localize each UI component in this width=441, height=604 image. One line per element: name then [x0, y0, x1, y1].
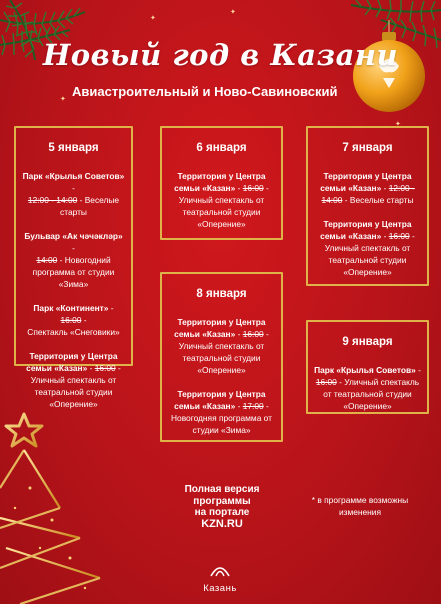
schedule-card-jan-8: [160, 272, 283, 442]
schedule-card-jan-7: [306, 126, 429, 286]
page-title: Новый год в Казани: [42, 38, 399, 72]
event-item: Парк «Крылья Советов» - 16:00 - Уличный спектакль от театральной студии «Оперение»: [314, 365, 421, 411]
event-item: Парк «Континент» - 16:00 - Спектакль «Снеговики»: [27, 303, 120, 337]
sparkle-icon: ✦: [395, 121, 401, 128]
event-item: Парк «Крылья Советов» - 12:00 - 14:00 - Веселые старты: [22, 171, 125, 217]
card-date: 6 января: [196, 142, 247, 154]
card-date: 5 января: [48, 142, 99, 154]
event-item: Территория у Центра семьи «Казан» - 16:00 - Уличный спектакль от театральной студии «Оперение»: [320, 219, 415, 277]
event-item: Территория у Центра семьи «Казан» - 16:00 - Уличный спектакль от театральной студии «Оперение»: [26, 351, 121, 409]
card-date: 9 января: [342, 336, 393, 348]
kazan-emblem-icon: [209, 562, 231, 578]
event-item: Бульвар «Ак чәчәкләр» - 14:00 - Новогодний программа от студии «Зима»: [24, 231, 123, 289]
card-date: 7 января: [342, 142, 393, 154]
event-item: Территория у Центра семьи «Казан» - 17:00 - Новогодняя программа от студии «Зима»: [170, 389, 272, 435]
page-subtitle: Авиастроительный и Ново-Савиновский: [72, 84, 338, 99]
event-item: Территория у Центра семьи «Казан» - 16:00 - Уличный спектакль от театральной студии «Оперение»: [174, 171, 269, 229]
event-item: Территория у Центра семьи «Казан» - 16:00 - Уличный спектакль от театральной студии «Оперение»: [174, 317, 269, 375]
changes-note: * в программе возможны изменения: [311, 495, 409, 517]
portal-link[interactable]: Полная версия программы на портале KZN.RU: [168, 484, 276, 530]
sparkle-icon: ✦: [60, 96, 66, 103]
christmas-tree-icon: [0, 408, 110, 604]
sparkle-icon: ✦: [230, 9, 236, 16]
kazan-logo: Казань: [195, 562, 245, 594]
schedule-card-jan-9: [306, 320, 429, 414]
card-date: 8 января: [196, 288, 247, 300]
portal-url[interactable]: KZN.RU: [201, 517, 243, 530]
sparkle-icon: ✦: [150, 15, 156, 22]
schedule-card-jan-5: [14, 126, 133, 409]
schedule-card-jan-6: [160, 126, 283, 240]
event-item: Территория у Центра семьи «Казан» - 12:00 - 14:00 - Веселые старты: [320, 171, 415, 205]
